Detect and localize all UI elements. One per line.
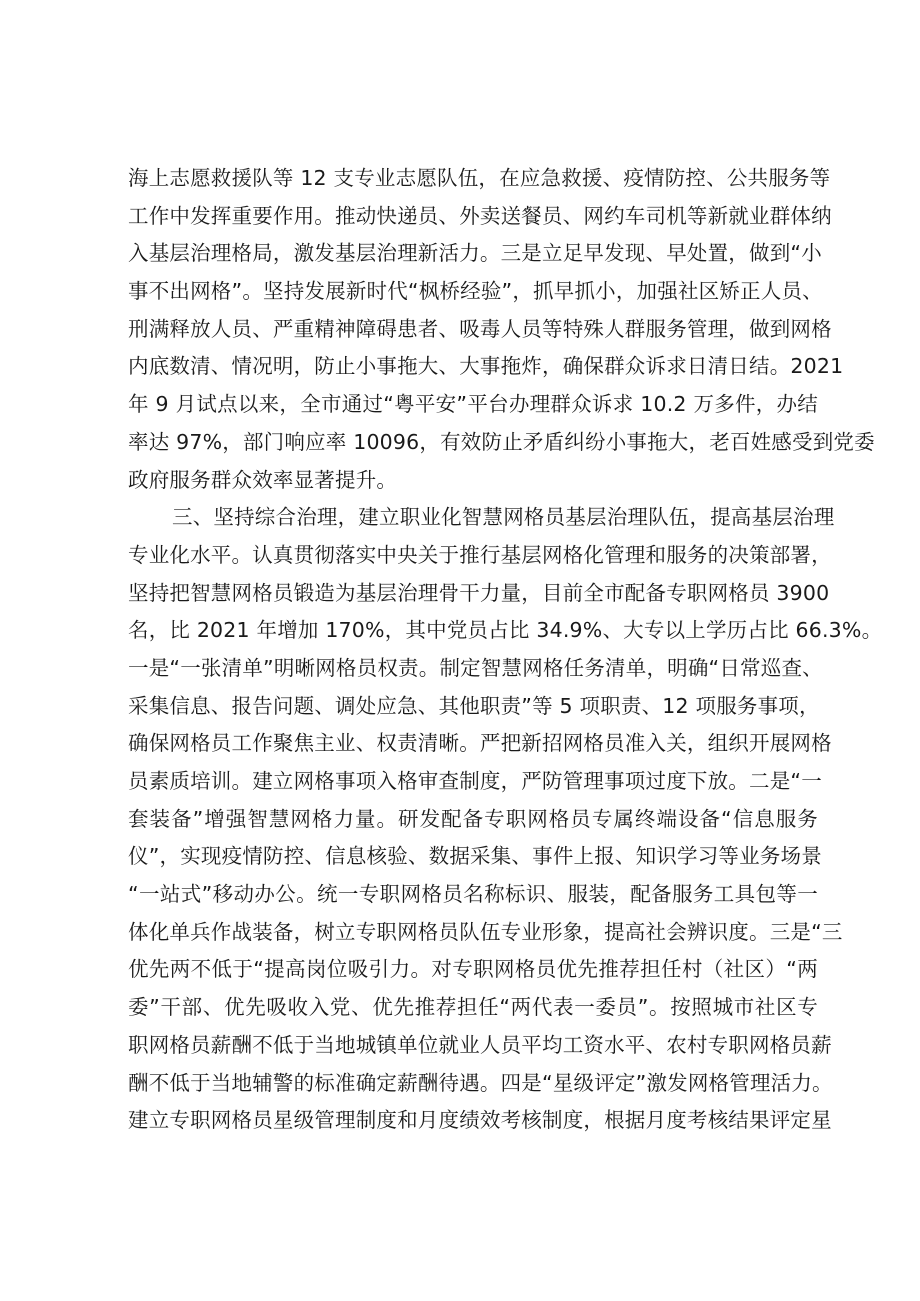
text-line: 海上志愿救援队等 12 支专业志愿队伍，在应急救援、疫情防控、公共服务等 xyxy=(128,166,831,190)
text-line: 套装备”增强智慧网格力量。研发配备专职网格员专属终端设备“信息服务 xyxy=(128,806,818,831)
text-line: 优先两不低于“提高岗位吸引力。对专职网格员优先推荐担任村（社区）“两 xyxy=(128,957,818,982)
text-line: 委”干部、优先吸收入党、优先推荐担任“两代表一委员”。按照城市社区专 xyxy=(128,995,818,1020)
body-text xyxy=(128,160,883,1140)
text-line: 刑满释放人员、严重精神障碍患者、吸毒人员等特殊人群服务管理，做到网格 xyxy=(128,316,832,341)
text-line: 员素质培训。建立网格事项入格审查制度，严防管理事项过度下放。二是“一 xyxy=(128,769,822,793)
text-line: 专业化水平。认真贯彻落实中央关于推行基层网格化管理和服务的决策部署， xyxy=(128,542,832,567)
text-line: 事不出网格”。坚持发展新时代“枫桥经验”，抓早抓小，加强社区矫正人员、 xyxy=(128,279,823,304)
section-heading-line: 三、坚持综合治理，建立职业化智慧网格员基层治理队伍，提高基层治理 xyxy=(172,505,835,530)
text-line: 名，比 2021 年增加 170%，其中党员占比 34.9%、大专以上学历占比 66.3%。 xyxy=(128,618,883,643)
text-line: 率达 97%，部门响应率 10096，有效防止矛盾纠纷小事拖大，老百姓感受到党委 xyxy=(128,429,875,454)
text-line: 政府服务群众效率显著提升。 xyxy=(128,467,398,492)
text-line: 内底数清、情况明，防止小事拖大、大事拖炸，确保群众诉求日清日结。2021 xyxy=(128,354,844,379)
text-line: 酬不低于当地辅警的标准确定薪酬待遇。四是“星级评定”激发网格管理活力。 xyxy=(128,1070,833,1095)
text-line: 仪”，实现疫情防控、信息核验、数据采集、事件上报、知识学习等业务场景 xyxy=(128,844,822,869)
text-line: 年 9 月试点以来，全市通过“粤平安”平台办理群众诉求 10.2 万多件，办结 xyxy=(128,392,818,417)
text-line: 工作中发挥重要作用。推动快递员、外卖送餐员、网约车司机等新就业群体纳 xyxy=(128,203,832,228)
text-line: 建立专职网格员星级管理制度和月度绩效考核制度，根据月度考核结果评定星 xyxy=(128,1108,832,1133)
paragraph-1 xyxy=(128,160,875,499)
paragraph-2 xyxy=(128,499,883,1140)
text-line: 确保网格员工作聚焦主业、权责清晰。严把新招网格员准入关，组织开展网格 xyxy=(128,731,832,756)
text-line: 坚持把智慧网格员锻造为基层治理骨干力量，目前全市配备专职网格员 3900 xyxy=(128,580,830,605)
text-line: 一是“一张清单”明晰网格员权责。制定智慧网格任务清单，明确“日常巡查、 xyxy=(128,655,823,680)
text-line: 入基层治理格局，激发基层治理新活力。三是立足早发现、早处置，做到“小 xyxy=(128,241,822,266)
text-line: 采集信息、报告问题、调处应急、其他职责”等 5 项职责、12 项服务事项， xyxy=(128,693,820,718)
text-line: 体化单兵作战装备，树立专职网格员队伍专业形象，提高社会辨识度。三是“三 xyxy=(128,919,843,944)
text-line: 职网格员薪酬不低于当地城镇单位就业人员平均工资水平、农村专职网格员薪 xyxy=(128,1032,832,1057)
text-line: “一站式”移动办公。统一专职网格员名称标识、服装，配备服务工具包等一 xyxy=(128,882,818,907)
